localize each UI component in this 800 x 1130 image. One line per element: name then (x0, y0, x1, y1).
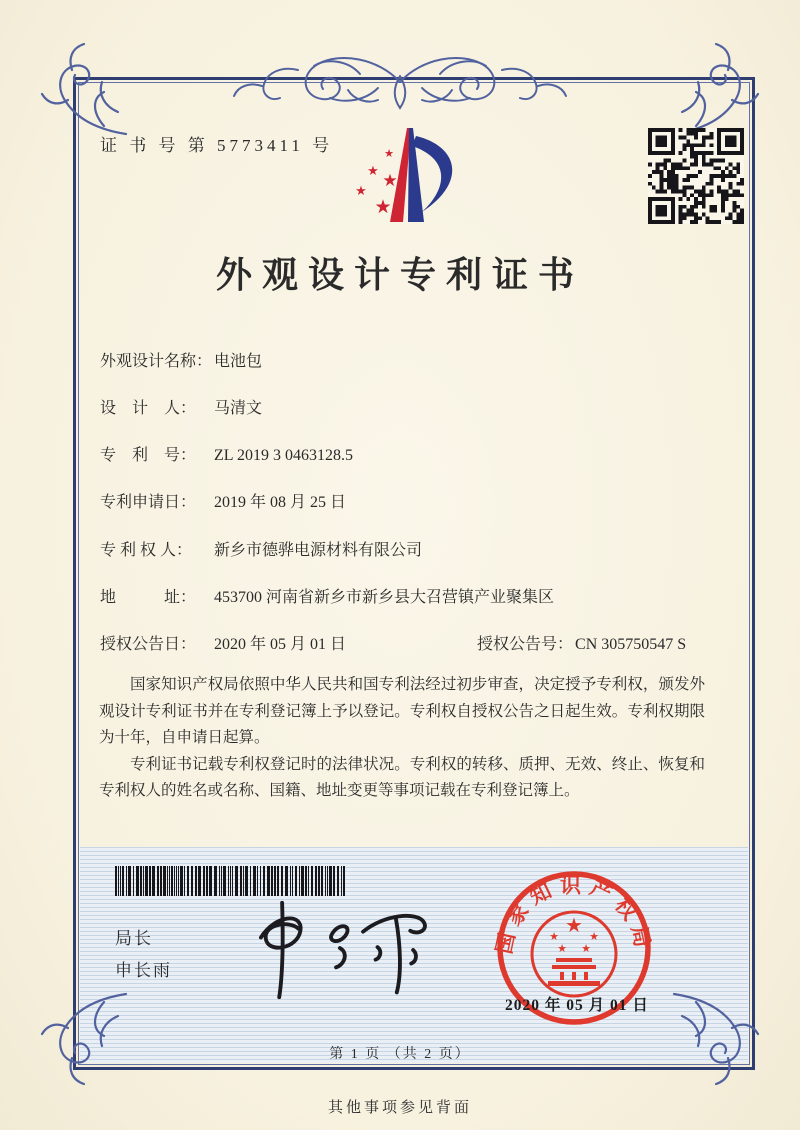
field-value: 2019 年 08 月 25 日 (214, 494, 347, 511)
barcode-bar (178, 866, 179, 896)
legal-paragraph-2: 专利证书记载专利权登记时的法律状况。专利权的转移、质押、无效、终止、恢复和专利权人的姓名或名称、国籍、地址变更等事项记载在专利登记簿上。 (99, 755, 705, 799)
barcode-bar (180, 866, 183, 896)
barcode-bar (115, 866, 117, 896)
barcode-bar (274, 866, 276, 896)
corner-flourish-bottom-right (668, 988, 772, 1092)
barcode-bar (140, 866, 142, 896)
barcode-bar (149, 866, 151, 896)
barcode-bar (133, 866, 134, 896)
barcode-bar (228, 866, 229, 896)
barcode-bar (209, 866, 212, 896)
barcode-bar (223, 866, 226, 896)
corner-flourish-bottom-left (28, 988, 132, 1092)
barcode-bar (341, 866, 342, 896)
emblem-star-icon: ★ (565, 915, 583, 937)
seal-date: 2020 年 05 月 01 日 (505, 997, 649, 1014)
barcode-bar (195, 866, 197, 896)
corner-flourish-top-right (668, 36, 772, 140)
barcode-bar (160, 866, 162, 896)
barcode-bar (128, 866, 131, 896)
barcode-bar (250, 866, 251, 896)
barcode-bar (221, 866, 222, 896)
barcode-bar (281, 866, 283, 896)
field-label: 外观设计名称： (100, 353, 213, 370)
field-label: 设 计 人： (100, 400, 197, 417)
barcode-bar (277, 866, 279, 896)
barcode-bar (184, 866, 185, 896)
barcode-bar (191, 866, 193, 896)
barcode-bar (126, 866, 127, 896)
field-value: 新乡市德骅电源材料有限公司 (214, 542, 423, 559)
field-grant-date (100, 631, 687, 654)
barcode-bar (167, 866, 168, 896)
field-label: 专 利 权 人： (100, 542, 193, 559)
back-side-note: 其他事项参见背面 (327, 1100, 472, 1116)
barcode-bar (152, 866, 155, 896)
barcode-bar (343, 866, 345, 896)
certificate-title: 外观设计专利证书 (215, 255, 584, 295)
certificate-number: 证 书 号 第 5773411 号 (100, 136, 334, 155)
barcode-bar (263, 866, 265, 896)
barcode-bar (203, 866, 205, 896)
barcode-bar (257, 866, 258, 896)
field-label: 地 址： (100, 589, 197, 606)
logo-star-icon: ★ (374, 197, 392, 218)
field-value: CN 305750547 S (575, 636, 687, 653)
barcode-bar (308, 866, 309, 896)
page-number: 第 1 页 （共 2 页） (329, 1047, 471, 1062)
barcode-bar (206, 866, 208, 896)
officer-name: 申长雨 (115, 961, 172, 980)
barcode-bar (120, 866, 121, 896)
barcode-bar (219, 866, 220, 896)
cnipa-logo (346, 120, 486, 240)
field-label: 授权公告日： (100, 636, 197, 653)
corner-flourish-top-left (28, 36, 132, 140)
field-value: 电池包 (214, 353, 263, 370)
field-label: 专 利 号： (100, 447, 197, 464)
field-label: 授权公告号： (477, 636, 574, 653)
barcode-bar (299, 866, 300, 896)
barcode-bar (235, 866, 238, 896)
barcode-bar (301, 866, 304, 896)
barcode-bar (230, 866, 231, 896)
field-design-name (100, 348, 262, 371)
barcode-bar (198, 866, 201, 896)
barcode-bar (187, 866, 189, 896)
field-application-date (100, 489, 346, 512)
barcode (115, 866, 357, 896)
logo-star-icon: ★ (384, 148, 394, 160)
emblem-star-icon: ★ (557, 943, 567, 955)
barcode-bar (253, 866, 256, 896)
barcode-bar (295, 866, 297, 896)
barcode-bar (318, 866, 320, 896)
barcode-bar (337, 866, 339, 896)
field-label: 专利申请日： (100, 494, 197, 511)
barcode-bar (243, 866, 244, 896)
barcode-bar (290, 866, 291, 896)
barcode-bar (143, 866, 144, 896)
barcode-bar (315, 866, 317, 896)
barcode-bar (321, 866, 323, 896)
barcode-bar (245, 866, 248, 896)
field-value: ZL 2019 3 0463128.5 (214, 447, 353, 464)
barcode-bar (333, 866, 335, 896)
emblem-star-icon: ★ (549, 931, 559, 943)
logo-star-icon: ★ (367, 163, 379, 178)
barcode-bar (145, 866, 148, 896)
legal-text (99, 672, 705, 805)
field-designer (100, 395, 262, 418)
officer-title: 局长 (115, 929, 153, 948)
barcode-bar (232, 866, 233, 896)
barcode-bar (327, 866, 328, 896)
barcode-bar (136, 866, 139, 896)
barcode-bar (311, 866, 313, 896)
barcode-bar (174, 866, 175, 896)
barcode-bar (240, 866, 242, 896)
barcode-bar (267, 866, 270, 896)
barcode-bar (305, 866, 307, 896)
barcode-bar (118, 866, 119, 896)
barcode-bar (122, 866, 124, 896)
field-patent-number (100, 442, 353, 465)
barcode-bar (171, 866, 173, 896)
barcode-bar (157, 866, 159, 896)
barcode-bar (285, 866, 288, 896)
commissioner-signature (232, 897, 444, 1003)
emblem-star-icon: ★ (589, 931, 599, 943)
field-value: 马清文 (214, 400, 263, 417)
field-patentee (100, 537, 422, 560)
seal-ring-text: 国家知识产权局 (491, 873, 657, 957)
barcode-bar (271, 866, 273, 896)
barcode-bar (325, 866, 326, 896)
seal-national-emblem (532, 912, 616, 996)
barcode-bar (214, 866, 217, 896)
logo-star-icon: ★ (382, 171, 398, 190)
emblem-star-icon: ★ (581, 943, 591, 955)
qr-code (648, 128, 744, 224)
legal-paragraph-1: 国家知识产权局依照中华人民共和国专利法经过初步审查，决定授予专利权，颁发外观设计专利证书并在专利登记簿上予以登记。专利权自授权公告之日起生效。专利权期限为十年，自申请日起算。 (99, 676, 705, 746)
field-address (100, 584, 554, 607)
field-grant-number (477, 631, 686, 654)
field-value: 2020 年 05 月 01 日 (214, 636, 347, 653)
field-value: 453700 河南省新乡市新乡县大召营镇产业聚集区 (214, 589, 555, 606)
barcode-bar (176, 866, 177, 896)
top-flourish-ornament (228, 46, 572, 120)
barcode-bar (169, 866, 170, 896)
logo-star-icon: ★ (355, 183, 367, 198)
barcode-bar (163, 866, 166, 896)
barcode-bar (260, 866, 261, 896)
barcode-bar (329, 866, 332, 896)
barcode-bar (292, 866, 293, 896)
